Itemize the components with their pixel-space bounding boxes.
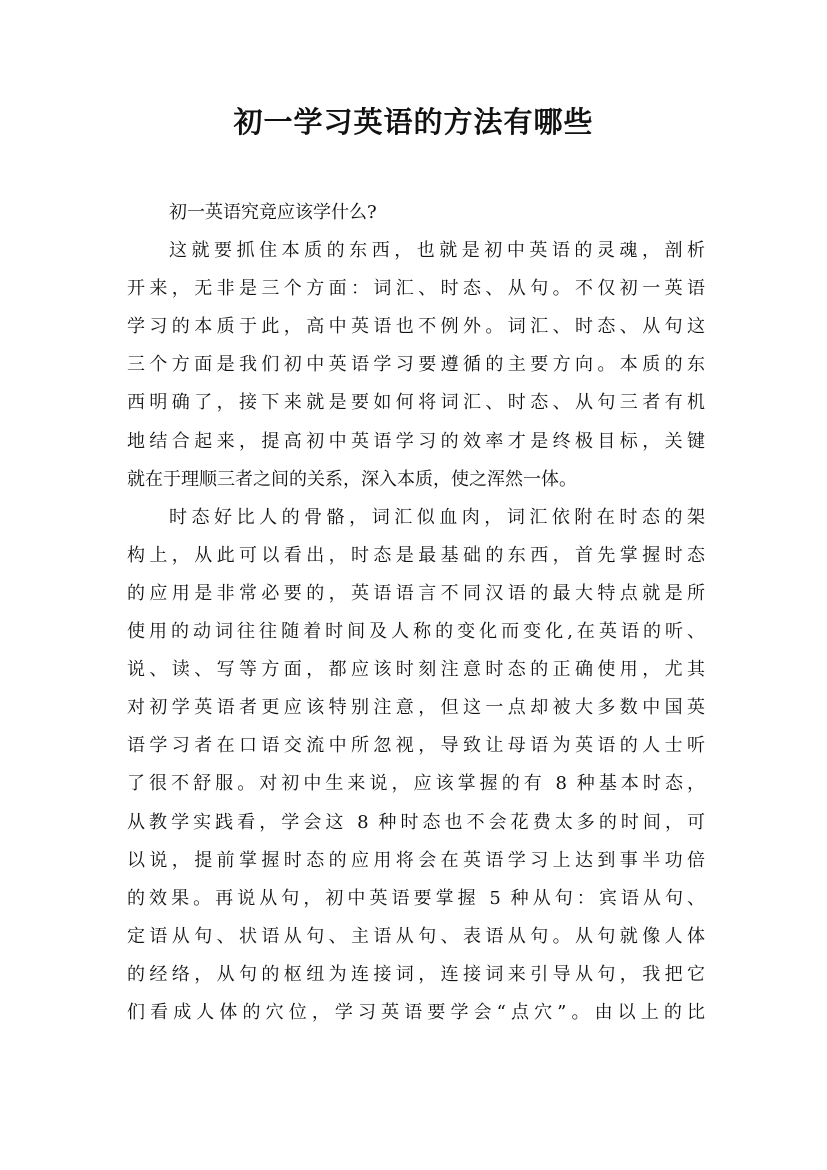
text-line: 说、读、写等方面，都应该时刻注意时态的正确使用，尤其 (127, 659, 705, 681)
text-line: 西明确了，接下来就是要如何将词汇、时态、从句三者有机 (127, 392, 705, 414)
text-line: 对初学英语者更应该特别注意，但这一点却被大多数中国英 (127, 697, 705, 719)
text-line: 使用的动词往往随着时间及人称的变化而变化,在英语的听、 (127, 621, 705, 643)
document-title: 初一学习英语的方法有哪些 (233, 105, 594, 139)
text-line: 地结合起来，提高初中英语学习的效率才是终极目标，关键 (127, 430, 705, 452)
text-line: 的应用是非常必要的，英语语言不同汉语的最大特点就是所 (127, 582, 705, 604)
text-line: 们看成人体的穴位，学习英语要学会“点穴”。由以上的比 (127, 1001, 705, 1023)
text-line: 定语从句、状语从句、主语从句、表语从句。从句就像人体 (127, 925, 705, 947)
text-line: 时态好比人的骨骼，词汇似血肉，词汇依附在时态的架 (169, 506, 705, 528)
text-line: 学习的本质于此，高中英语也不例外。词汇、时态、从句这 (127, 316, 705, 338)
text-line: 的经络，从句的枢纽为连接词，连接词来引导从句，我把它 (127, 963, 705, 985)
text-line: 以说，提前掌握时态的应用将会在英语学习上达到事半功倍 (127, 849, 705, 871)
text-line: 三个方面是我们初中英语学习要遵循的主要方向。本质的东 (127, 354, 705, 376)
text-line: 构上，从此可以看出，时态是最基础的东西，首先掌握时态 (127, 544, 705, 566)
text-line: 就在于理顺三者之间的关系，深入本质，使之浑然一体。 (127, 468, 577, 490)
document-body (127, 194, 705, 1032)
text-line: 开来，无非是三个方面：词汇、时态、从句。不仅初一英语 (127, 278, 705, 300)
text-line: 的效果。再说从句，初中英语要掌握 5 种从句：宾语从句、 (127, 887, 705, 909)
text-line: 初一英语究竟应该学什么? (169, 202, 377, 223)
text-line: 了很不舒服。对初中生来说，应该掌握的有 8 种基本时态， (127, 773, 705, 795)
text-line: 这就要抓住本质的东西，也就是初中英语的灵魂，剖析 (169, 240, 705, 262)
text-line: 从教学实践看，学会这 8 种时态也不会花费太多的时间，可 (127, 811, 705, 833)
text-line: 语学习者在口语交流中所忽视，导致让母语为英语的人士听 (127, 735, 705, 757)
